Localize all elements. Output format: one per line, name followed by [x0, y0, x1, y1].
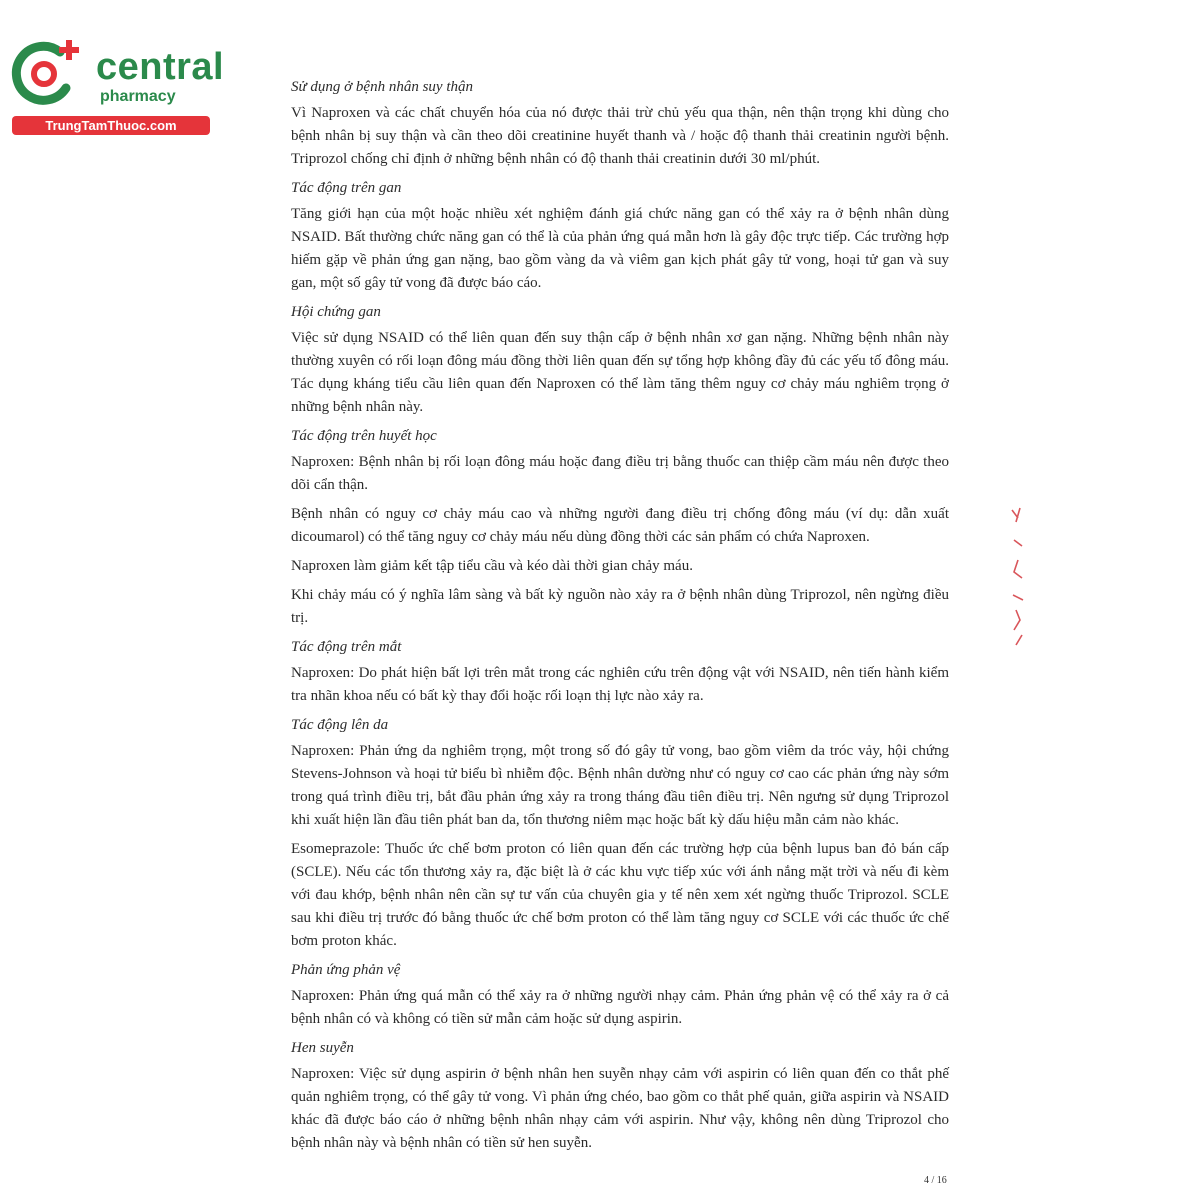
pharmacy-logo[interactable]	[10, 36, 225, 140]
paragraph: Naproxen làm giảm kết tập tiểu cầu và kéo dài thời gian chảy máu.	[291, 558, 693, 574]
section-heading: Tác động trên huyết học	[291, 428, 437, 444]
red-stamp-mark-icon	[1008, 500, 1030, 650]
section-heading: Tác động trên gan	[291, 180, 402, 196]
paragraph: Bệnh nhân có nguy cơ chảy máu cao và những người đang điều trị chống đông máu (ví dụ: dẫn xuất dicoumarol) có thể tăng nguy cơ chảy máu nếu dùng đồng thời các sản phẩm có chứa Naproxen.	[291, 506, 949, 545]
section-heading: Hen suyễn	[291, 1040, 354, 1056]
paragraph: Khi chảy máu có ý nghĩa lâm sàng và bất kỳ nguồn nào xảy ra ở bệnh nhân dùng Triprozol, nên ngừng điều trị.	[291, 587, 949, 626]
brand-url[interactable]: TrungTamThuoc.com	[12, 116, 210, 135]
paragraph: Tăng giới hạn của một hoặc nhiều xét nghiệm đánh giá chức năng gan có thể xảy ra ở bệnh nhân dùng NSAID. Bất thường chức năng gan có thể là của phản ứng quá mẫn hơn là gây độc trực tiếp. Các trường hợp hiếm gặp về phản ứng gan nặng, bao gồm vàng da và viêm gan kịch phát gây tử vong, hoại tử gan và suy gan, một số gây tử vong đã được báo cáo.	[291, 206, 949, 291]
section-heading: Sử dụng ở bệnh nhân suy thận	[291, 79, 474, 95]
section-heading: Tác động lên da	[291, 717, 389, 733]
brand-subtitle: pharmacy	[100, 88, 176, 105]
section-heading: Phản ứng phản vệ	[291, 962, 401, 978]
central-pharmacy-logo-icon	[10, 38, 88, 108]
paragraph: Vì Naproxen và các chất chuyển hóa của nó được thải trừ chủ yếu qua thận, nên thận trọng khi dùng cho bệnh nhân bị suy thận và cần theo dõi creatinine huyết thanh và / hoặc độ thanh thải creatinin người bệnh. Triprozol chống chỉ định ở những bệnh nhân có độ thanh thải creatinin dưới 30 ml/phút.	[291, 105, 949, 167]
paragraph: Naproxen: Do phát hiện bất lợi trên mắt trong các nghiên cứu trên động vật với NSAID, nên tiến hành kiểm tra nhãn khoa nếu có bất kỳ thay đổi hoặc rối loạn thị lực nào xảy ra.	[291, 665, 949, 704]
paragraph: Việc sử dụng NSAID có thể liên quan đến suy thận cấp ở bệnh nhân xơ gan nặng. Những bệnh nhân này thường xuyên có rối loạn đông máu đồng thời liên quan đến sự tổng hợp không đầy đủ các yếu tố đông máu. Tác dụng kháng tiểu cầu liên quan đến Naproxen có thể làm tăng thêm nguy cơ chảy máu nghiêm trọng ở những bệnh nhân này.	[291, 330, 949, 415]
page-number: 4 / 16	[924, 1175, 947, 1186]
section-heading: Hội chứng gan	[291, 304, 381, 320]
paragraph: Naproxen: Bệnh nhân bị rối loạn đông máu hoặc đang điều trị bằng thuốc can thiệp cầm máu nên được theo dõi cẩn thận.	[291, 454, 949, 493]
paragraph: Esomeprazole: Thuốc ức chế bơm proton có liên quan đến các trường hợp của bệnh lupus ban đỏ bán cấp (SCLE). Nếu các tổn thương xảy ra, đặc biệt là ở các khu vực tiếp xúc với ánh nắng mặt trời và nếu đi kèm với đau khớp, bệnh nhân nên cần sự tư vấn của chuyên gia y tế nên xem xét ngừng thuốc Triprozol. SCLE sau khi điều trị trước đó bằng thuốc ức chế bơm proton có thể làm tăng nguy cơ SCLE với các thuốc ức chế bơm proton khác.	[291, 841, 949, 949]
paragraph: Naproxen: Phản ứng da nghiêm trọng, một trong số đó gây tử vong, bao gồm viêm da tróc vảy, hội chứng Stevens-Johnson và hoại tử biểu bì nhiễm độc. Bệnh nhân dường như có nguy cơ cao các phản ứng này sớm trong quá trình điều trị, bắt đầu phản ứng xảy ra trong tháng đầu tiên điều trị. Nên ngưng sử dụng Triprozol khi xuất hiện lần đầu tiên phát ban da, tổn thương niêm mạc hoặc bất kỳ dấu hiệu mẫn cảm nào khác.	[291, 743, 949, 828]
paragraph: Naproxen: Việc sử dụng aspirin ở bệnh nhân hen suyễn nhạy cảm với aspirin có liên quan đến co thắt phế quản nghiêm trọng, có thể gây tử vong. Vì phản ứng chéo, bao gồm co thắt phế quản, giữa aspirin và NSAID khác đã được báo cáo ở những bệnh nhân nhạy cảm với aspirin. Như vậy, không nên dùng Triprozol cho bệnh nhân này và bệnh nhân có tiền sử hen suyễn.	[291, 1066, 949, 1151]
paragraph: Naproxen: Phản ứng quá mẫn có thể xảy ra ở những người nhạy cảm. Phản ứng phản vệ có thể xảy ra ở cả bệnh nhân có và không có tiền sử mẫn cảm hoặc sử dụng aspirin.	[291, 988, 949, 1027]
section-heading: Tác động trên mắt	[291, 639, 402, 655]
document-body	[291, 76, 949, 1161]
brand-name: central	[96, 46, 225, 88]
